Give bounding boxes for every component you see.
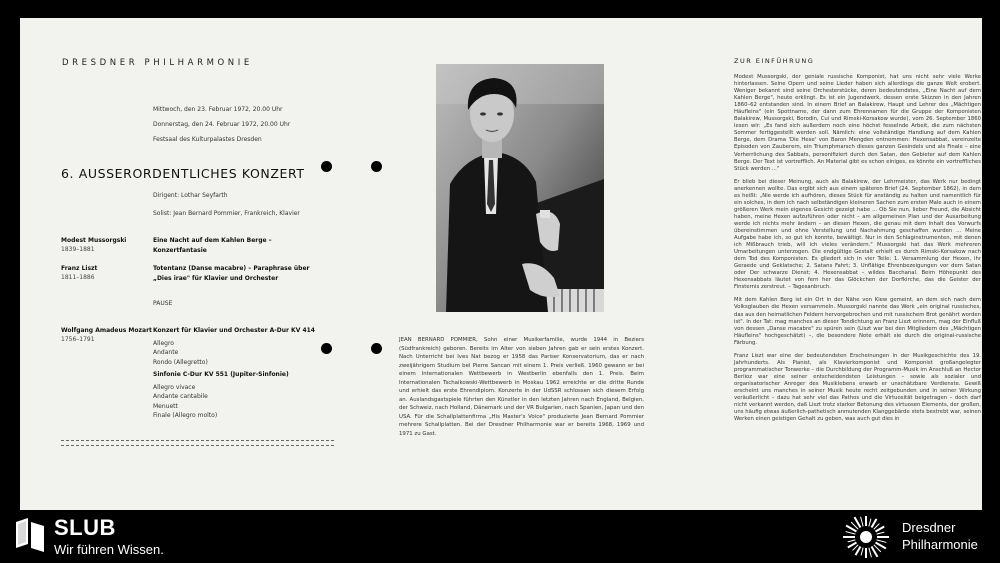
slub-tagline: Wir führen Wissen. [54, 542, 164, 557]
punch-hole [371, 343, 382, 354]
intro-paragraph: Modest Mussorgski, der geniale russische Komponist, hat uns nicht sehr viele Werke hinterlassen. Seine Opern und seine Lieder haben sich allerdings die ganze Welt erobert. Weniger bekannt sind seine Orchesterstücke, deren bedeutendstes, „Eine Nacht auf dem Kahlen Berge", heute erklingt. Es ist ein Jugendwerk, dessen erste Skizzen in den Jahren 1860–62 entstanden sind. In einem Brief an Balakirew, Haupt und Lehrer des „Mächtigen Häufleins" (ein Spottname, der dann zum Ehrennamen für die Gruppe der Komponisten Balakirew, Mussorgski, Borodin, Cui und Rimski-Korsakow wurde), vom 26. September 1860 lesen wir: „Es fand sich außerdem noch eine höchst fesselnde Arbeit, die zum nächsten Sommer fertiggestellt werden soll. Nämlich: eine vollständige Handlung auf dem Kahlen Berge, dem Drama 'Die Hexe' von Baron Mengden entnommen: Hexensabbat, vereinzelte Episoden von Zauberern, ein Triumphmarsch dieses ganzen Gesindels und als Finale – eine Verherrlichung des Sabbats, personifiziert durch den Satan, den Gebieter auf dem Kahlen Berge. Der Text ist vortrefflich. An Material gibt es schon einiges, es könnte ein vortreffliches Stück werden ..." [734, 74, 981, 172]
partner-name-line2[interactable]: Philharmonie [902, 537, 978, 552]
punch-hole [321, 161, 332, 172]
philharmonie-logo-icon [840, 515, 892, 563]
intro-paragraph: Er blieb bei dieser Meinung, auch als Balakirew, der Lehrmeister, das Werk nur bedingt anerkennen wollte. Das ergibt sich aus einem späteren Brief (24. September 1862), in dem es heißt: „Nie werde ich aufhören, dieses Stück für anständig zu halten und namentlich für ein solches, in dem ich nach selbständigen kleineren Sachen zum ersten Male auch in einem größeren Werk mein eigenes Gesicht gezeigt habe ... Ob Sie nun, lieber Freund, die Absicht haben, meine Hexen aufzuführen oder nicht – am allgemeinen Plan und der Ausarbeitung werde ich nichts mehr ändern – an diesen Hexen, die genau mit dem Inhalt des Vorwurfs übereinstimmen und ohne Verstellung und Nachahmung geschaffen wurden ... Meine Aufgabe habe ich, so gut ich konnte, bewältigt. Nur in den Schlaginstrumenten, mit denen ich Mißbrauch trieb, will ich vieles verändern." Mussorgski hat das Werk mehreren Umarbeitungen unterzogen. Die endgültige Gestalt erhielt es durch Rimski-Korsakow nach dem Tod des Komponisten. Es gliedert sich in vier Teile: 1. Versammlung der Hexen, ihr Geraede und Geklatsche; 2. Satans Fahrt; 3. Unflätige Ehrenbezeigungen vor dem Satan oder Der schwarze Dienst; 4. Hexensabbat – wildes Bacchanal. Beim Höhepunkt des Hexensabbats läutet von fern her das Glöckchen der Dorfkirche, das die Geister der Finsternis zerstreut. – Tagesanbruch. [734, 178, 981, 291]
dashed-divider [61, 440, 334, 446]
soloist-biography: JEAN BERNARD POMMIER, Sohn einer Musikerfamilie, wurde 1944 in Beziers (Südfrankreich) geboren. Bereits im Alter von sieben Jahren gab er sein erstes Konzert. Nach Unterricht bei Ives Nat bezog er 1958 das Pariser Konservatorium, das er nach zweijährigem Studium bei Pierre Sancan mit einem 1. Preis verließ. 1960 gewann er bei einem Internationalen Wettbewerb in Westberlin ebenfalls den 1. Preis. Beim Internationalen Tschaikowski-Wettbewerb in Moskau 1962 erreichte er die dritte Runde und erhielt das erste Ehrendiplom. Konzerte in der UdSSR schlossen sich diesem Erfolg an. Auslandsgastspiele führten den Künstler in den letzten Jahren nach England, Belgien, der Schweiz, nach Holland, Dänemark und der VR Bulgarien, nach Spanien, Japan und den USA. Für die Schallplattenfirma „His Master's Voice" produzierte Jean Bernard Pommier mehrere Schallplatten. Bei der Dresdner Philharmonie war er bereits 1968, 1969 und 1971 zu Gast. [399, 337, 644, 437]
movement: Allegro vivace [153, 383, 196, 391]
work-mozart-symphony [153, 370, 333, 421]
orchestra-name: DRESDNER PHILHARMONIE [62, 58, 253, 68]
composer-years: 1756–1791 [61, 336, 95, 343]
date-line-2: Donnerstag, den 24. Februar 1972, 20.00 Uhr [153, 121, 291, 128]
movement: Menuett [153, 402, 178, 410]
movement: Allegro [153, 339, 174, 347]
work-mozart-concerto [153, 326, 333, 367]
introduction-heading: ZUR EINFÜHRUNG [734, 57, 815, 65]
slub-brand[interactable]: SLUB [54, 515, 116, 540]
work-title: Totentanz (Danse macabre) – Paraphrase über [153, 265, 310, 272]
soloist: Solist: Jean Bernard Pommier, Frankreich, Klavier [153, 210, 300, 217]
composer-name: Wolfgang Amadeus Mozart [61, 327, 152, 334]
concert-dates [153, 104, 290, 146]
composer-years: 1839–1881 [61, 246, 95, 253]
concert-title: 6. AUSSERORDENTLICHES KONZERT [61, 166, 305, 181]
movement: Finale (Allegro molto) [153, 412, 218, 419]
work-liszt [153, 264, 333, 283]
movement: Andante cantabile [153, 393, 208, 400]
movement: Rondo (Allegretto) [153, 358, 208, 366]
work-title: Sinfonie C-Dur KV 551 (Jupiter-Sinfonie) [153, 371, 289, 378]
pianist-photo [436, 64, 604, 312]
composer-name: Franz Liszt [61, 265, 98, 272]
movement: Andante [153, 349, 179, 356]
conductor: Dirigent: Lothar Seyfarth [153, 192, 228, 199]
pause-label: PAUSE [153, 300, 173, 307]
composer-mozart [61, 326, 152, 344]
composer-years: 1811–1886 [61, 274, 95, 281]
footer-bar [0, 510, 1000, 562]
introduction-text [734, 74, 981, 429]
punch-hole [371, 161, 382, 172]
partner-name-line1[interactable]: Dresdner [902, 520, 956, 535]
intro-paragraph: Mit dem Kahlen Berg ist ein Ort in der Nähe von Kiew gemeint, an dem sich nach dem Volksglauben die Hexen versammeln. Mussorgski nannte das Werk „ein original russisches, das aus den heimatlichen Feldern hervorgebrochen und mit russischem Brot genährt worden ist". In der Tat: mag manches an dieser Tondichtung an Franz Liszt erinnern, mag der Einfluß von dessen „Danse macabre" zu spüren sein (Liszt war bei den Mitgliedern des „Mächtigen Häufleins" hochgeschätzt) –, die besondere Note erhält sie durch die original-russische Färbung. [734, 297, 981, 346]
intro-paragraph: Franz Liszt war eine der bedeutendsten Erscheinungen in der Musikgeschichte des 19. Jahrhunderts. Als Pianist, als Klavierkomponist und Komponist großangelegter programmatischer Tonwerke – die Durchbildung der Programm-Musik im Anschluß an Hector Berlioz war eine seiner entscheidendsten Leistungen – sowie als sozialer und organisatorischer Anreger des Musiklebens erwarb er unschätzbare Verdienste. Gewiß erscheint uns manches in seiner Musik heute recht zeitgebunden und in seiner Wirkung veräußerlicht – dazu hat sehr viel das Pathos und die Virtuosität beigetragen – doch darf nicht verkannt werden, daß Liszt trotz starker Betonung des virtuosen Elements, der großen, uns häufig etwas äußerlich-pathetisch anmutenden Klanggebärde stets bestrebt war, seinen Werken einen geistigen Gehalt zu geben, was auch gut dies in [734, 352, 981, 423]
work-subtitle: Konzertfantasie [153, 246, 207, 254]
composer-mussorgski [61, 236, 126, 254]
work-subtitle: „Dies irae" für Klavier und Orchester [153, 274, 279, 282]
work-mussorgski [153, 236, 333, 255]
program-scan [20, 18, 982, 510]
punch-hole [321, 343, 332, 354]
work-title: Konzert für Klavier und Orchester A-Dur KV 414 [153, 327, 315, 334]
venue: Festsaal des Kulturpalastes Dresden [153, 136, 262, 143]
composer-liszt [61, 264, 97, 282]
composer-name: Modest Mussorgski [61, 237, 127, 244]
work-title: Eine Nacht auf dem Kahlen Berge – [153, 237, 272, 244]
slub-logo-icon [14, 518, 46, 556]
date-line-1: Mittwoch, den 23. Februar 1972, 20.00 Uhr [153, 106, 283, 113]
